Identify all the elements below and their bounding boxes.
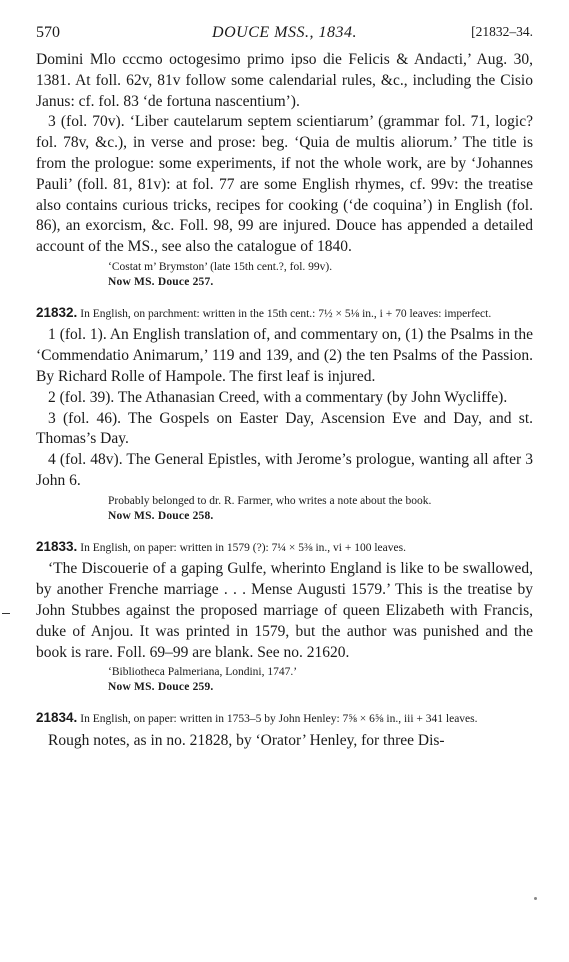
entry-heading-21834 [36,711,533,727]
paragraph-item-3: 3 (fol. 70v). ‘Liber cautelarum septem scientiarum’ (grammar fol. 71, logic? fol. 78v, &c.), in verse and prose: beg. ‘Quia de multis aliorum.’ The title is from the prologue: some experiments, if not the whole work, are by ‘Johannes Pauli’ (foll. 81, 81v): at fol. 77 are some English rhymes, cf. 99v: the treatise also contains curious tricks, recipes for cooking (‘de coquina’) in English (fol. 86), an exorcism, &c. Foll. 98, 99 are injured. Douce has appended a detailed account of the MS., see also the catalogue of 1840. [36,113,533,256]
page-number: 570 [36,24,60,41]
entry-number: 21834. [36,710,78,726]
shelfmark: Now MS. Douce 258. [108,509,214,522]
margin-mark [2,613,10,614]
paragraph-item-4: 4 (fol. 48v). The General Epistles, with Jerome’s prologue, wanting all after 3 John 6. [36,451,533,490]
running-title: DOUCE MSS., 1834. [212,24,357,41]
entry-description: In English, on paper: written in 1579 (?): 7¼ × 5⅜ in., vi + 100 leaves. [80,541,406,554]
scan-speck [534,897,537,900]
entry-number: 21833. [36,538,78,554]
paragraph-item-1: 1 (fol. 1). An English translation of, and commentary on, (1) the Psalms in the ‘Commendatio Animarum,’ 119 and 139, and (2) the ten Psalms of the Passion. By Richard Rolle of Hampole. The first leaf is injured. [36,326,533,386]
note-21831 [108,260,533,290]
catalogue-page [36,24,533,752]
paragraph-description: Rough notes, as in no. 21828, by ‘Orator’ Henley, for three Dis- [48,731,445,749]
entry-heading-21833 [36,540,533,556]
paragraph-item-2: 2 (fol. 39). The Athanasian Creed, with a commentary (by John Wycliffe). [48,388,508,406]
entry-number: 21832. [36,304,78,320]
note-provenance: ‘Costat m’ Brymston’ (late 15th cent.?, fol. 99v). [108,260,333,273]
note-21833 [108,665,533,695]
paragraph-continued: Domini Mlo cccmo octogesimo primo ipso die Felicis & Andacti,’ Aug. 30, 1381. At foll. 62v, 81v follow some calendarial rules, &c., including the Cisio Janus: cf. fol. 83 ‘de fortuna nascentium’). [36,51,533,110]
entry-description: In English, on paper: written in 1753–5 by John Henley: 7⅝ × 6⅝ in., iii + 341 leaves. [80,713,478,726]
entry-range: [21832–34. [471,24,533,39]
paragraph-item-3: 3 (fol. 46). The Gospels on Easter Day, Ascension Eve and Day, and st. Thomas’s Day. [36,409,533,448]
shelfmark: Now MS. Douce 257. [108,275,214,288]
entry-heading-21832 [36,306,533,322]
paragraph-description: ‘The Discouerie of a gaping Gulfe, wherinto England is like to be swallowed, by another Frenche marriage . . . Mense Augusti 1579.’ This is the treatise by John Stubbes against the proposed marriage of queen Elizabeth with Francis, duke of Anjou. It was printed in 1579, but the author was punished and the book is rare. Foll. 69–99 are blank. See no. 21620. [36,560,533,661]
shelfmark: Now MS. Douce 259. [108,681,214,694]
running-header [36,24,533,50]
page-body [36,50,533,752]
entry-description: In English, on parchment: written in the 15th cent.: 7½ × 5⅛ in., i + 70 leaves: imperfect. [80,307,492,320]
note-provenance: Probably belonged to dr. R. Farmer, who writes a note about the book. [108,494,432,507]
note-provenance: ‘Bibliotheca Palmeriana, Londini, 1747.’ [108,666,298,679]
note-21832 [108,494,533,524]
